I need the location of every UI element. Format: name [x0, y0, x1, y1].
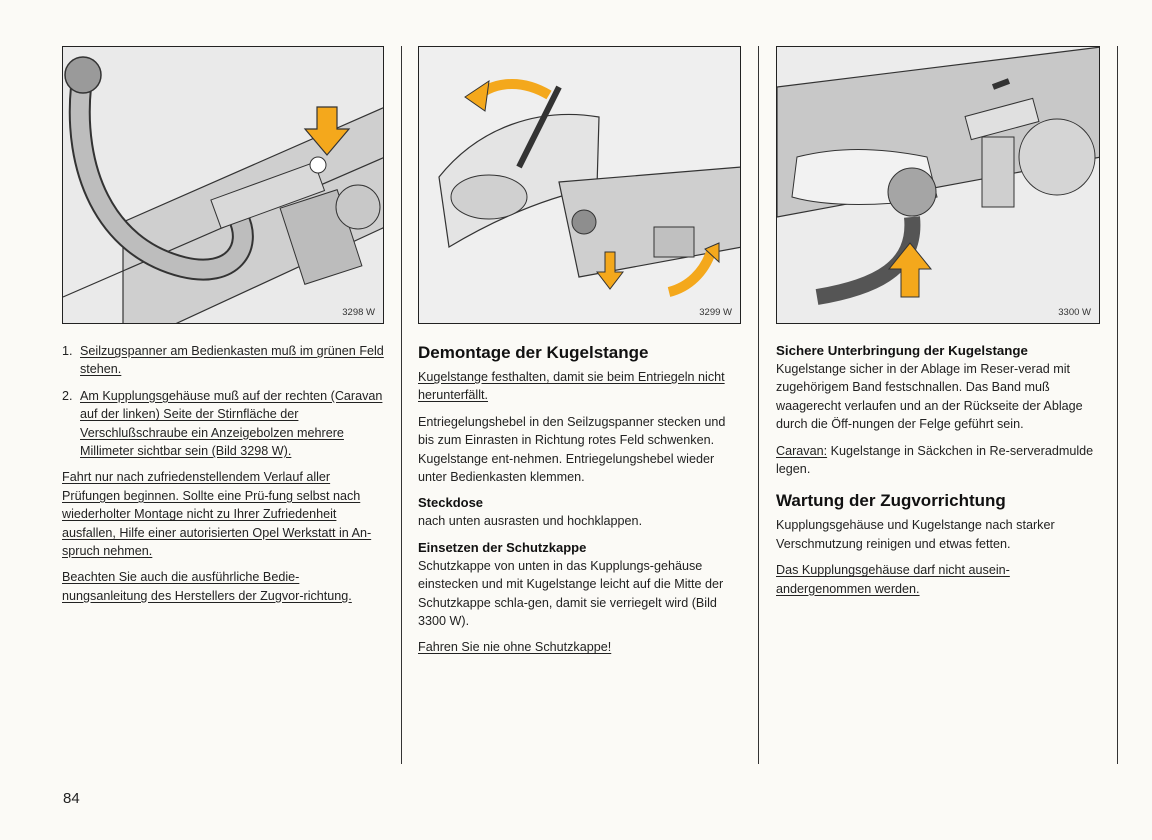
protective-cap-insertion-illustration [777, 47, 1100, 324]
column-3-text [776, 342, 1100, 606]
caravan-text: Kugelstange in Säckchen in Re-serveradmulde legen. [776, 443, 1094, 477]
list-text: Seilzugspanner am Bedienkasten muß im grünen Feld stehen. [80, 344, 384, 377]
figure-3300w [776, 46, 1100, 324]
protective-cap-text: Schutzkappe von unten in das Kupplungs-gehäuse einstecken und mit Kugelstange leicht auf die Mitte der Schutzkappe schla-gen, damit sie verriegelt wird (Bild 3300 W). [418, 558, 724, 629]
storage-paragraph: Kugelstange sicher in der Ablage im Reser-verad mit zugehörigem Band festschnallen. Das Band muß waagerecht verlaufen und an der Rückseite der Ablage durch die Öff-nungen der Felge geführt sein. [776, 362, 1083, 432]
unlock-lever-paragraph: Entriegelungshebel in den Seilzugspanner stecken und bis zum Einrasten in Richtung rotes Feld schwenken. Kugelstange ent-nehmen. Entriegelungshebel wieder unter Bedienkasten klemmen. [418, 414, 726, 485]
socket-text: nach unten ausrasten und hochklappen. [418, 514, 643, 529]
list-item-2 [62, 387, 384, 461]
warning-hold-ball-bar: Kugelstange festhalten, damit sie beim Entriegeln nicht herunterfällt. [418, 370, 725, 403]
caravan-label: Caravan: [776, 443, 828, 458]
manual-reference-paragraph: Beachten Sie auch die ausführliche Bedie-nungsanleitung des Herstellers der Zugvor-richtung. [62, 570, 352, 603]
list-number: 2. [62, 388, 73, 403]
figure-3299w [418, 46, 741, 324]
subheading-protective-cap: Einsetzen der Schutzkappe [418, 539, 587, 555]
column-2-text [418, 342, 741, 665]
tow-bar-removal-illustration [419, 47, 741, 324]
column-divider-2 [758, 46, 759, 764]
section-heading-removal: Demontage der Kugelstange [418, 343, 649, 362]
test-drive-paragraph: Fahrt nur nach zufriedenstellendem Verlauf aller Prüfungen beginnen. Sollte eine Prü-fung selbst nach wiederholter Montage nicht zu Ihrer Zufriedenheit ausfallen, Hilfe einer autorisierten Opel Werkstatt in An-spruch nehmen. [62, 470, 372, 559]
list-text: Am Kupplungsgehäuse muß auf der rechten (Caravan auf der linken) Seite der Stirnfläche der Verschlußschraube ein Anzeigebolzen mehrere Millimeter sichtbar sein (Bild 3298 W). [80, 388, 383, 459]
caravan-paragraph [776, 442, 1100, 479]
never-drive-without-cap: Fahren Sie nie ohne Schutzkappe! [418, 640, 612, 655]
tow-hook-with-tensioner-arrow-illustration [63, 47, 384, 324]
figure-3298w [62, 46, 384, 324]
page-number: 84 [63, 790, 80, 807]
section-heading-maintenance: Wartung der Zugvorrichtung [776, 491, 1006, 511]
column-divider-3 [1117, 46, 1118, 764]
figure-code: 3300 W [1058, 307, 1091, 318]
figure-code: 3298 W [342, 307, 375, 318]
section-heading-storage: Sichere Unterbringung der Kugelstange [776, 343, 1028, 358]
column-divider-1 [401, 46, 402, 764]
maintenance-paragraph: Kupplungsgehäuse und Kugelstange nach starker Verschmutzung reinigen und etwas fetten. [776, 518, 1055, 551]
column-1-text [62, 342, 384, 613]
do-not-disassemble-warning: Das Kupplungsgehäuse darf nicht ausein-andergenommen werden. [776, 563, 1010, 596]
subheading-socket: Steckdose [418, 495, 484, 511]
list-number: 1. [62, 344, 73, 358]
figure-code: 3299 W [699, 307, 732, 318]
list-item-1 [62, 342, 384, 379]
